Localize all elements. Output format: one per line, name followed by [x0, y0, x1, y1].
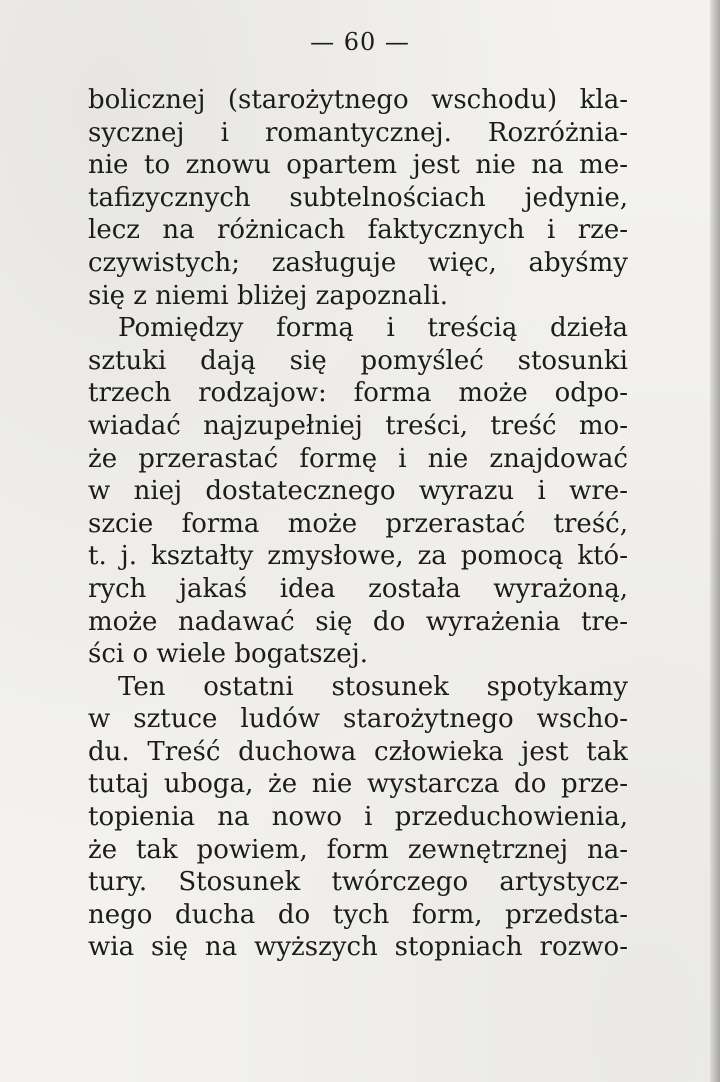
text-line: może nadawać się do wyrażenia tre-	[88, 606, 628, 637]
text-line: wia się na wyższych stopniach rozwo-	[88, 932, 628, 963]
text-line: w niej dostatecznego wyrazu i wre-	[88, 476, 628, 507]
paragraph-start-line: Ten ostatni stosunek spotykamy	[118, 671, 628, 702]
text-line: się z niemi bliżej zapoznali.	[88, 280, 448, 311]
text-line: wiadać najzupełniej treści, treść mo-	[88, 410, 628, 441]
text-line: czywistych; zasługuje więc, abyśmy	[88, 247, 628, 278]
text-line: sztuki dają się pomyśleć stosunki	[88, 345, 628, 376]
text-line: nego ducha do tych form, przedsta-	[88, 899, 628, 930]
text-line: lecz na różnicach faktycznych i rze-	[88, 215, 628, 246]
text-line: że tak powiem, form zewnętrznej na-	[88, 834, 628, 865]
text-line: że przerastać formę i nie znajdować	[88, 443, 628, 474]
body-text	[88, 84, 628, 964]
text-line: topienia na nowo i przeduchowienia,	[88, 802, 628, 833]
text-line: bolicznej (starożytnego wschodu) kla-	[88, 85, 628, 115]
text-line: rych jakaś idea została wyrażoną,	[88, 573, 628, 604]
text-line: du. Treść duchowa człowieka jest tak	[88, 736, 628, 767]
text-line: ści o wiele bogatszej.	[88, 639, 368, 670]
text-line: nie to znowu opartem jest nie na me-	[88, 150, 628, 181]
paragraph-start-line: Pomiędzy formą i treścią dzieła	[118, 313, 628, 344]
text-line: trzech rodzajow: forma może odpo-	[88, 378, 628, 409]
text-line: szcie forma może przerastać treść,	[88, 508, 628, 539]
text-line: sycznej i romantycznej. Rozróżnia-	[88, 117, 628, 148]
page-number: — 60 —	[310, 28, 410, 56]
text-line: tutaj uboga, że nie wystarcza do prze-	[88, 769, 628, 800]
text-line: t. j. kształty zmysłowe, za pomocą któ-	[88, 541, 628, 572]
text-line: tafizycznych subtelnościach jedynie,	[88, 182, 628, 213]
page-edge-shadow	[710, 0, 720, 1082]
text-line: tury. Stosunek twórczego artystycz-	[88, 867, 628, 898]
text-line: w sztuce ludów starożytnego wscho-	[88, 704, 628, 735]
